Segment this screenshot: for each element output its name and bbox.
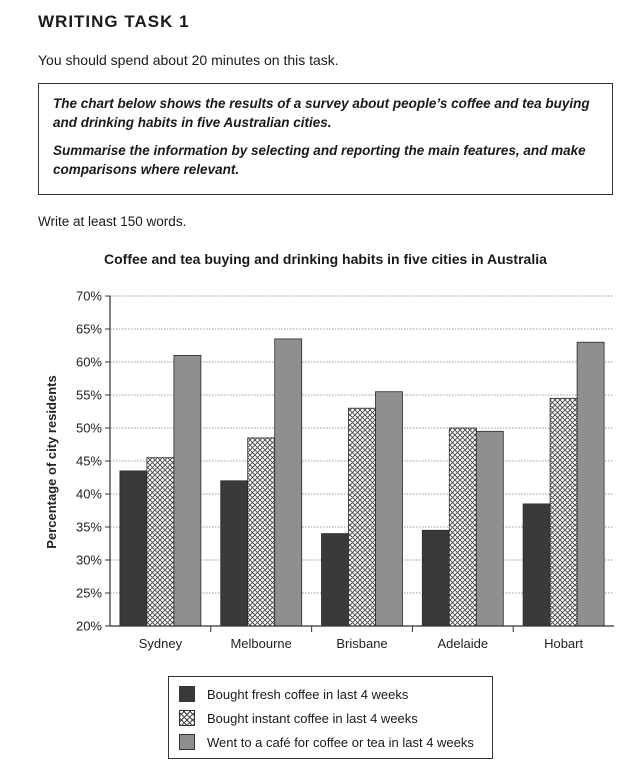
bar-cafe-sydney bbox=[174, 355, 201, 626]
y-tick-label: 40% bbox=[75, 486, 102, 502]
bar-instant-coffee-hobart bbox=[550, 398, 577, 626]
chart-title: Coffee and tea buying and drinking habits in five cities in Australia bbox=[104, 251, 547, 267]
task-prompt: The chart below shows the results of a survey about people’s coffee and tea buying and drinking habits in five Australian cities. bbox=[53, 96, 590, 130]
y-tick-label: 45% bbox=[75, 453, 102, 469]
y-tick-label: 50% bbox=[75, 420, 102, 436]
bar-instant-coffee-melbourne bbox=[248, 438, 275, 626]
x-tick-label-sydney: Sydney bbox=[138, 636, 183, 651]
legend-swatch-instant bbox=[179, 710, 195, 726]
legend-swatch-cafe bbox=[179, 734, 195, 750]
y-tick-label: 25% bbox=[75, 585, 102, 601]
legend-item-cafe bbox=[179, 730, 482, 754]
bar-fresh-coffee-sydney bbox=[120, 471, 147, 626]
y-tick-label: 60% bbox=[75, 354, 102, 370]
y-tick-label: 65% bbox=[75, 321, 102, 337]
bar-cafe-adelaide bbox=[476, 431, 503, 626]
bar-instant-coffee-sydney bbox=[147, 458, 174, 626]
y-tick-label: 30% bbox=[75, 552, 102, 568]
x-tick-label-melbourne: Melbourne bbox=[230, 636, 292, 651]
bar-cafe-melbourne bbox=[275, 339, 302, 626]
legend-item-instant bbox=[179, 706, 482, 730]
bar-fresh-coffee-hobart bbox=[523, 504, 550, 626]
bar-fresh-coffee-adelaide bbox=[422, 530, 449, 626]
y-tick-label: 55% bbox=[75, 387, 102, 403]
chart-legend bbox=[168, 676, 493, 759]
legend-swatch-fresh bbox=[179, 686, 195, 702]
legend-item-fresh bbox=[179, 682, 482, 706]
x-tick-label-brisbane: Brisbane bbox=[336, 636, 388, 651]
legend-label-fresh: Bought fresh coffee in last 4 weeks bbox=[207, 686, 409, 702]
y-tick-label: 20% bbox=[75, 618, 102, 634]
x-tick-label-adelaide: Adelaide bbox=[437, 636, 489, 651]
legend-label-cafe: Went to a café for coffee or tea in last 4 weeks bbox=[207, 734, 474, 750]
page-heading: WRITING TASK 1 bbox=[38, 12, 190, 31]
legend-label-instant: Bought instant coffee in last 4 weeks bbox=[207, 710, 418, 726]
bar-instant-coffee-brisbane bbox=[349, 408, 376, 626]
task-instruction: Summarise the information by selecting and reporting the main features, and make comparisons where relevant. bbox=[53, 143, 586, 177]
y-tick-label: 70% bbox=[75, 288, 102, 304]
time-instruction: You should spend about 20 minutes on this task. bbox=[38, 52, 339, 68]
y-tick-label: 35% bbox=[75, 519, 102, 535]
bar-cafe-hobart bbox=[577, 342, 604, 626]
bar-fresh-coffee-brisbane bbox=[322, 534, 349, 626]
x-tick-label-hobart: Hobart bbox=[544, 636, 584, 651]
bar-instant-coffee-adelaide bbox=[449, 428, 476, 626]
bar-fresh-coffee-melbourne bbox=[221, 481, 248, 626]
bar-cafe-brisbane bbox=[376, 392, 403, 626]
word-count-note: Write at least 150 words. bbox=[38, 214, 187, 229]
y-axis-label: Percentage of city residents bbox=[44, 375, 59, 549]
